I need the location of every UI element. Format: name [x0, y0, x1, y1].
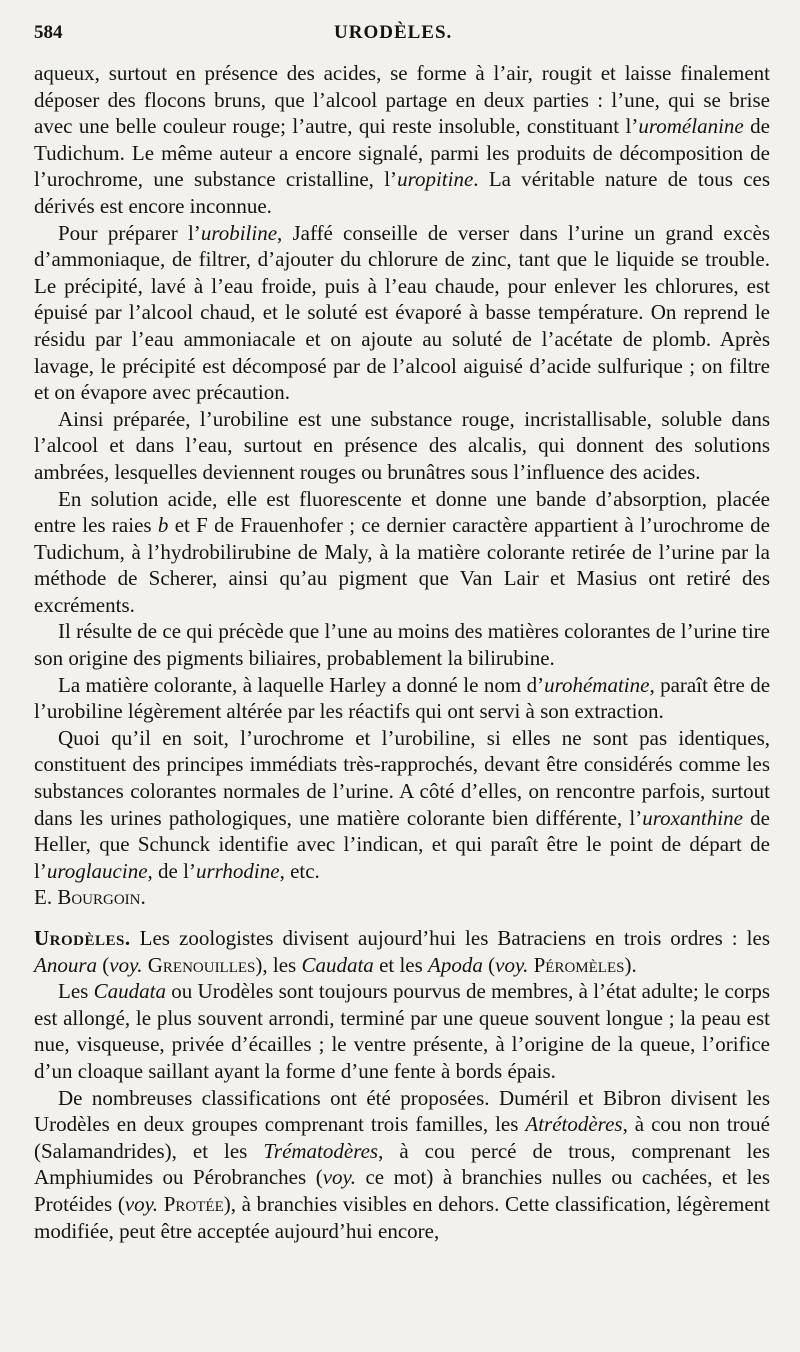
entry-headword: Urodèles.	[34, 926, 131, 950]
paragraph-absorption-band: En solution acide, elle est fluorescente et donne une bande d’absorption, placée entre les raies b et F de Frauenhofer ; ce dernier caractère appartient à l’urochrome de Tudichum, à l’hydrobilirubine de Maly, à la matière colorante retirée de l’urine par la méthode de Scherer, ainsi qu’au pigment que Van Lair et Masius ont retiré des excréments.	[34, 486, 770, 617]
paragraph-classifications: De nombreuses classifications ont été proposées. Duméril et Bibron divisent les Urodèles en deux groupes comprenant trois familles, les Atrétodères, à cou non troué (Salamandrides), et les Trématodères, à cou percé de trous, comprenant les Amphiumides ou Pérobranches (voy. ce mot) à branchies nulles ou cachées, et les Protéides (voy. Protée), à branchies visibles en dehors. Cette classification, légèrement modifiée, peut être acceptée aujourd’hui encore,	[34, 1085, 771, 1243]
paragraph-conclusion: Quoi qu’il en soit, l’urochrome et l’urobiline, si elles ne sont pas identiques, constituent des principes immédiats très-rapprochés, devant être considérés comme les substances colorantes normales de l’urine. A côté d’elles, on rencontre parfois, surtout dans les urines pathologiques, une matière colorante bien différente, l’uroxanthine de Heller, que Schunck identifie avec l’indican, et qui paraît être le point de départ de l’uroglaucine, de l’urrhodine, etc.	[34, 725, 770, 883]
entry-urodeles: Urodèles. Les zoologistes divisent aujourd’hui les Batraciens en trois ordres : les Anoura (voy. Grenouilles), les Caudata et les Apoda (voy. Péromèles).	[34, 926, 770, 977]
paragraph-urobiline-preparation: Pour préparer l’urobiline, Jaffé conseille de verser dans l’urine un grand excès d’ammoniaque, de filtrer, d’ajouter du chlorure de zinc, tant que le liquide se trouble. Le précipité, lavé à l’eau froide, puis à l’eau chaude, pour enlever les chlorures, est épuisé par l’alcool chaud, et le soluté est évaporé à basse température. On reprend le résidu par l’eau ammoniacale et on ajoute au soluté de l’acétate de plomb. Après lavage, le précipité est décomposé par de l’alcool aiguisé d’acide sulfurique ; on filtre et on évapore avec précaution.	[34, 220, 770, 405]
paragraph-urohematine: La matière colorante, à laquelle Harley a donné le nom d’urohématine, paraît être de l’urobiline légèrement altérée par les réactifs qui ont servi à son extraction.	[34, 672, 771, 724]
author-signature: E. Bourgoin.	[34, 885, 146, 910]
body-text	[34, 60, 770, 1244]
running-head: URODÈLES.	[334, 22, 453, 43]
paragraph-continuation: aqueux, surtout en présence des acides, se forme à l’air, rougit et laisse finalement déposer des flocons bruns, que l’alcool partage en deux parties : l’une, qui se brise avec une belle couleur rouge; l’autre, qui reste insoluble, constituant l’uromélanine de Tudichum. Le même auteur a encore signalé, parmi les produits de décomposition de l’urochrome, une substance cristalline, l’uropitine. La véritable nature de tous ces dérivés est encore inconnue.	[34, 61, 771, 218]
paragraph-urobiline-properties: Ainsi préparée, l’urobiline est une substance rouge, incristallisable, soluble dans l’alcool et dans l’eau, surtout en présence des alcalis, qui donnent des solutions ambrées, lesquelles deviennent rouges ou brunâtres sous l’influence des acides.	[34, 406, 770, 484]
paragraph-biliary-origin: Il résulte de ce qui précède que l’une au moins des matières colorantes de l’urine tire son origine des pigments biliaires, probablement la bilirubine.	[34, 619, 770, 671]
page-number: 584	[34, 22, 63, 43]
paragraph-caudata-description: Les Caudata ou Urodèles sont toujours pourvus de membres, à l’état adulte; le corps est allongé, le plus souvent arrondi, terminé par une queue souvent longue ; la peau est nue, visqueuse, privée d’écailles ; le ventre présente, à l’origine de la queue, l’orifice d’un cloaque saillant ayant la forme d’une fente à bords épais.	[34, 979, 770, 1083]
page-header	[34, 22, 770, 60]
